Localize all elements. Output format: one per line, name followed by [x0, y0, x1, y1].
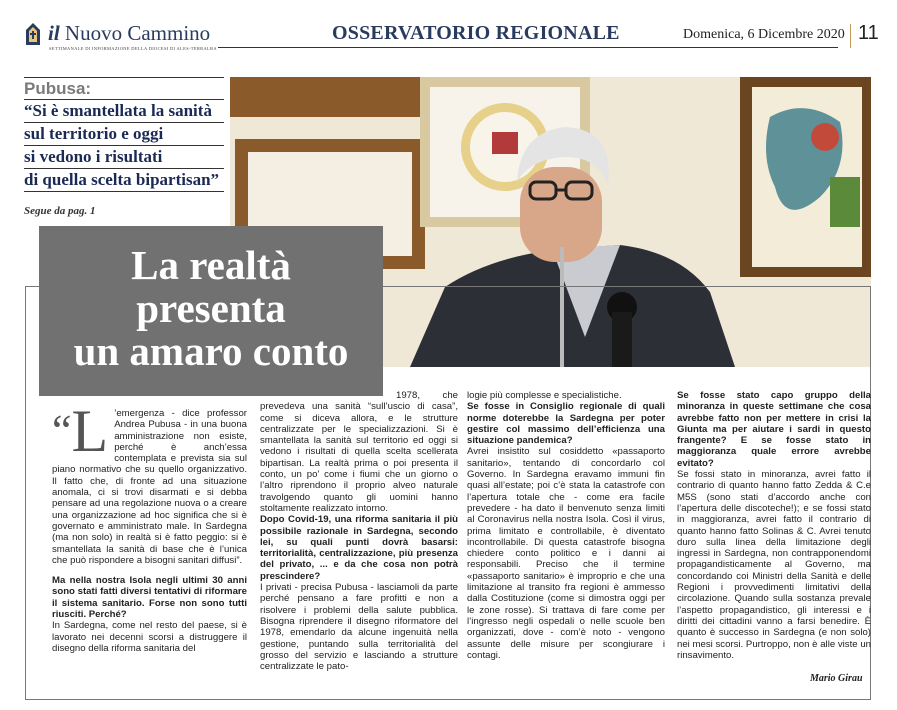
author-signature: Mario Girau: [810, 673, 863, 684]
interview-question: Se fosse stato capo gruppo della minoranza in queste settimane che cosa avrebbe fatto non per mettere in crisi la Giunta ma per aiutare i sardi in questo frangente? E se fosse stato in maggioranza quale errore avrebbe evitato?: [677, 390, 871, 469]
paragraph: Avrei insistito sul cosiddetto «passaporto sanitario», tentando di concordarlo col Governo. In Sardegna eravamo immuni fin quasi all’estate; poi c’è stata la catastrofe con l’apertura totale che - come era facile prevedere - ha dato il benvenuto senza limiti al Coronavirus nella nostra Isola. Così il virus, prima limitato e controllabile, è diventato incontrollabile. Di questa catastrofe bisogna chiedere conto politico e i danni ai responsabili. Preciso che il termine «passaporto sanitario» è improprio e che una limitazione al transito fra regioni è ammesso dalla Costituzione (come si dimostra oggi per le zone rosse). Si trattava di fare come per l’ingresso negli ospedali o nelle scuole ben organizzati, dove - com’è noto - vengono assunte delle misure per scongiurare i contagi.: [467, 446, 665, 661]
paragraph: In Sardegna, come nel resto del paese, si è lavorato nei decenni scorsi a distruggere il disegno della riforma sanitaria del: [52, 620, 247, 654]
logo-title: il Nuovo Cammino: [48, 21, 211, 45]
article-column-1: [52, 398, 247, 654]
interview-question: Se fosse in Consiglio regionale di quali norme doterebbe la Sardegna per poter gestire col massimo dell’efficienza una situazione pandemica?: [467, 401, 665, 447]
headline-line: un amaro conto: [73, 328, 349, 374]
pull-quote: [24, 77, 224, 192]
continued-from: Segue da pag. 1: [24, 205, 96, 217]
interview-question: Dopo Covid-19, una riforma sanitaria il più possibile razionale in Sardegna, secondo lei, su quali punti dovrà basarsi: territorialità, centralizzazione, più presenza del privato, ... e da che cosa non potrà prescindere?: [260, 514, 458, 582]
paragraph: I privati - precisa Pubusa - lasciamoli da parte perché pensano a fare profitti e non a risolvere i problemi della salute pubblica. Bisogna riprendere il disegno riformatore del 1978, emendarlo da alcune ingenuità nella gestione, puntando sulla territorialità del grosso del servizio e lasciando a strutture centralizzate le pato-: [260, 582, 458, 673]
header-rule: [218, 47, 838, 48]
headline-line: presenta: [136, 285, 286, 331]
pull-quote-name: Pubusa:: [24, 77, 224, 99]
headline-box: [39, 226, 383, 396]
paragraph: ’emergenza - dice professor Andrea Pubusa - in una buona amministrazione non esiste, perché è anch’essa contemplata e prevista sia sul piano normativo che su quello organizzativo. Il fatto che, di fronte ad una situazione anomala, ci si trovi disarmati e si debba pensare ad una regolazione nuova o a creare una organizzazione ad hoc significa che si è governato e amministrato male. In Sardegna (ma non solo) in realtà si è fatto peggio: si è smantellata la sanità di base che è l’unica che può rispondere a bisogni sanitari diffusi”.: [52, 408, 247, 566]
paragraph: 1978, che prevedeva una sanità “sull’uscio di casa”, come si diceva allora, e le strutture centralizzate per le specializzazioni. Si è smantellata la sanità sul territorio ed oggi si vedono i risultati di quella scelta scellerata bipartisan. La realtà prima o poi presenta il conto, un po’ come i fiumi che un giorno o l’altro riprendono il proprio alveo naturale travolgendo quanto gli uomini hanno stoltamente realizzato intorno.: [260, 390, 458, 514]
pull-quote-line: “Si è smantellata la sanità: [24, 99, 224, 122]
newspaper-logo: [22, 22, 222, 50]
pull-quote-line: sul territorio e oggi: [24, 122, 224, 145]
page-header: [0, 0, 897, 56]
paragraph: logie più complesse e specialistiche.: [467, 390, 622, 401]
drop-cap: “L: [52, 398, 109, 464]
article-column-4: [677, 390, 871, 661]
pull-quote-line: di quella scelta bipartisan”: [24, 168, 224, 192]
page-number: 11: [858, 22, 879, 44]
headline-line: La realtà: [131, 242, 291, 288]
logo-subtitle: SETTIMANALE DI INFORMAZIONE DELLA DIOCESI DI ALES-TERRALBA: [49, 46, 217, 51]
pull-quote-line: si vedono i risultati: [24, 145, 224, 168]
section-title: OSSERVATORIO REGIONALE: [332, 22, 620, 44]
church-logo-icon: [22, 22, 44, 46]
page-number-divider: [850, 24, 851, 48]
article-column-2: [260, 390, 458, 672]
issue-date: Domenica, 6 Dicembre 2020: [683, 27, 845, 42]
headline: [39, 244, 383, 373]
interview-question: Ma nella nostra Isola negli ultimi 30 anni sono stati fatti diversi tentativi di riformare il sistema sanitario. Forse non sono tutti riusciti. Perché?: [52, 575, 247, 621]
paragraph: Se fossi stato in minoranza, avrei fatto il contrario di quanto hanno fatto Zedda & C.e M5S (sono stati d’accordo anche con l’apertura delle discoteche!); e se fossi stato in maggioranza, avrei fatto il contrario di quanto hanno fatto Solinas & C. Avrei tenuto duro sulla linea della limitazione degli ingressi in Sardegna, non contrapponendomi propagandisticamente al Governo, ma concordando coi Ministri della Sanità e delle Regioni i provvedimenti limitativi della circolazione. Quando sulla sostanza prevale l’aspetto propagandistico, gli interessi e i diritti dei cittadini vanno a farsi benedire. È quanto è successo in Sardegna (e non solo) nei mesi scorsi. Purtroppo, non è alle viste un rinsavimento.: [677, 469, 871, 661]
article-column-3: [467, 390, 665, 661]
